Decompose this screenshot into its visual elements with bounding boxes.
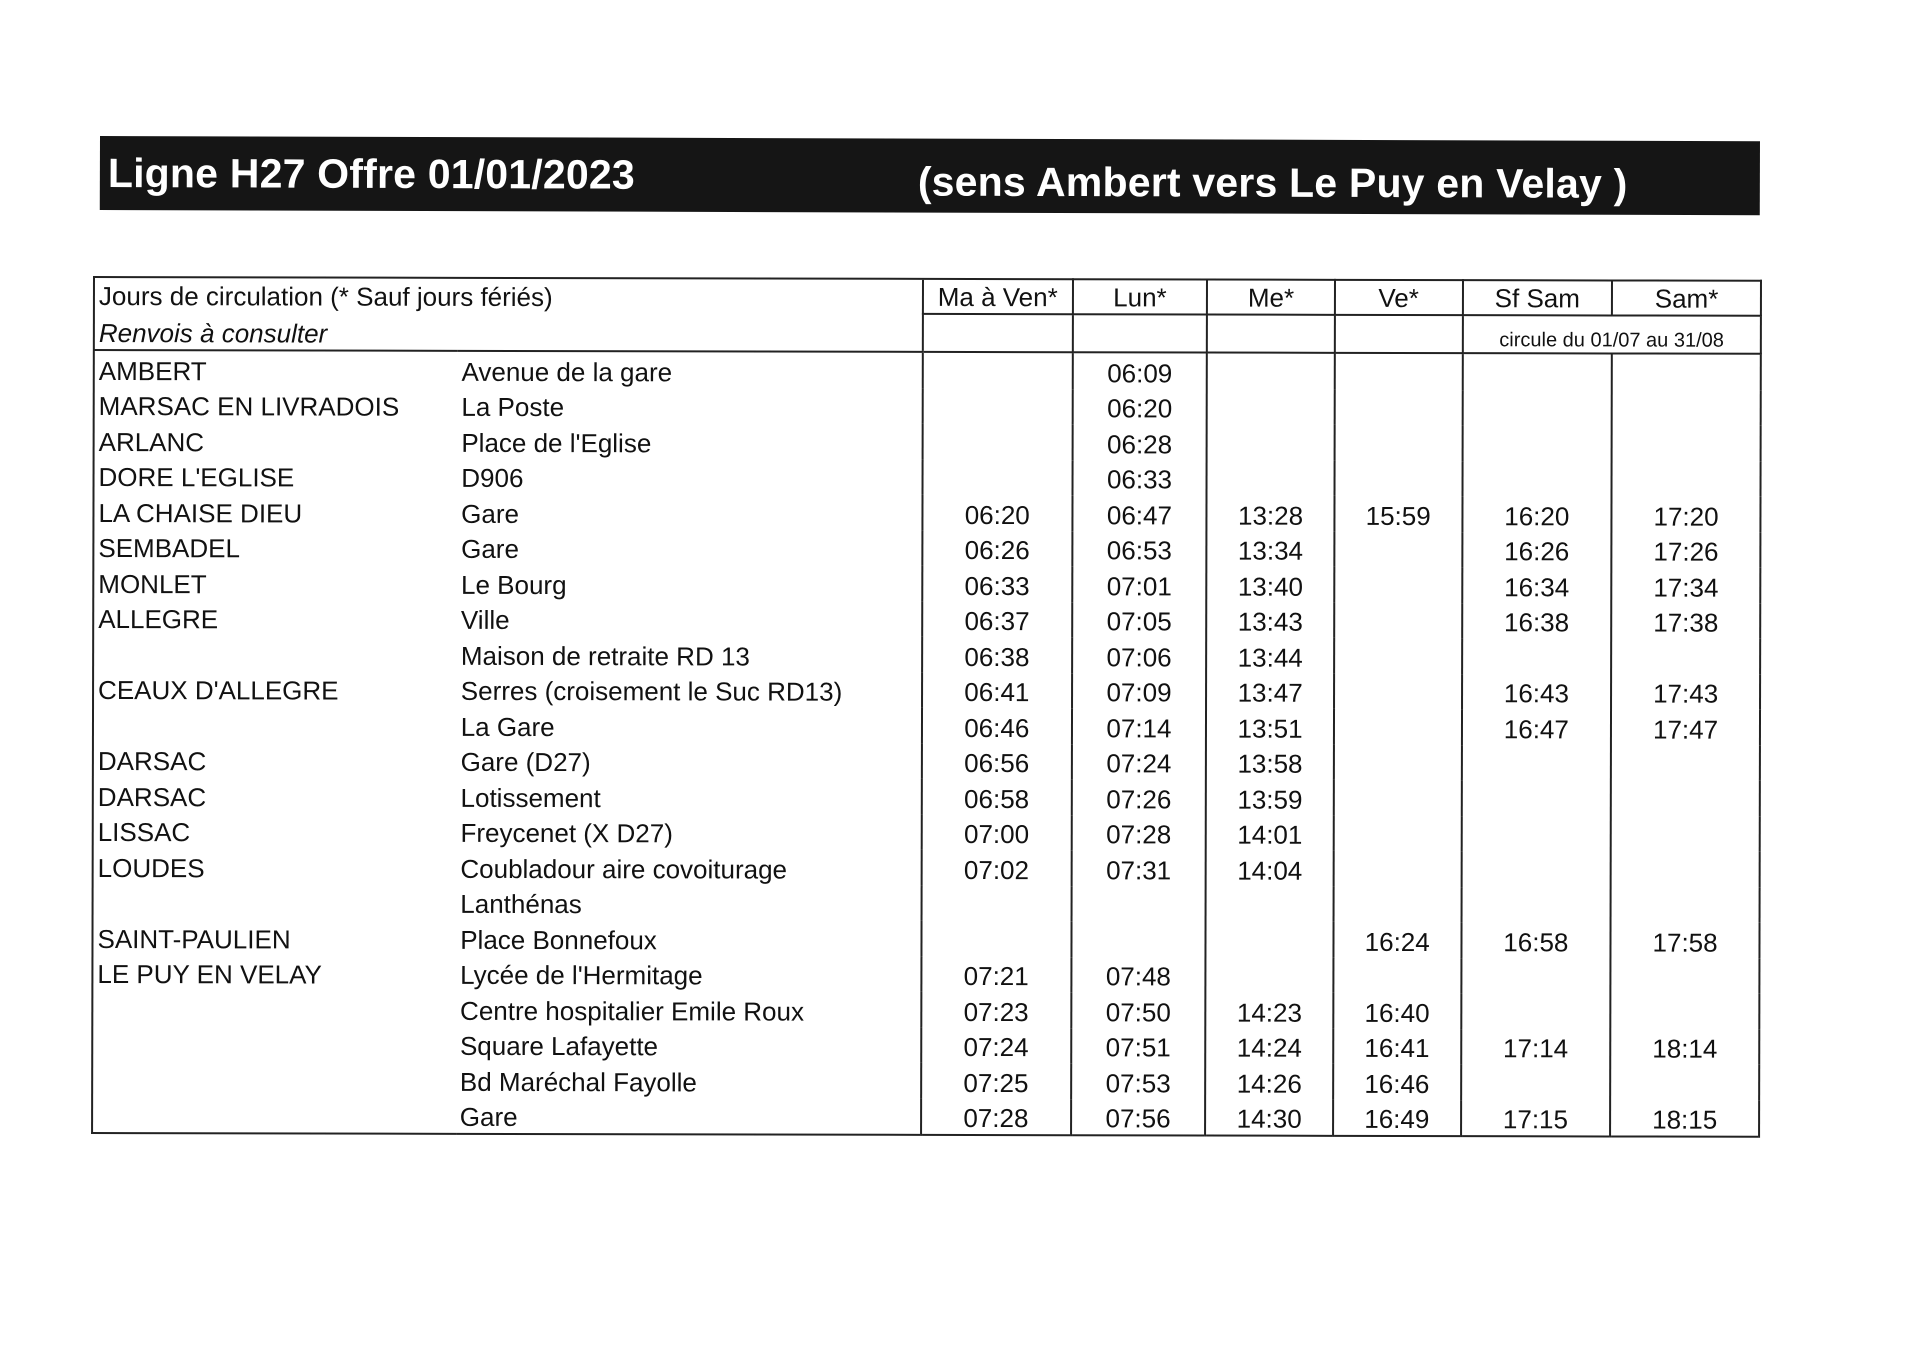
time-cell: 16:41 [1333, 1028, 1461, 1064]
table-row [93, 848, 1760, 887]
table-row [92, 919, 1759, 958]
table-row [93, 777, 1760, 816]
time-cell [1462, 425, 1612, 461]
time-cell [1462, 353, 1612, 390]
time-cell [1071, 886, 1206, 922]
time-cell [1611, 993, 1760, 1029]
note-cell [1335, 315, 1463, 353]
time-cell [1071, 921, 1206, 957]
time-cell: 14:04 [1206, 851, 1334, 887]
days-header-row [94, 277, 1761, 316]
time-cell: 13:58 [1206, 744, 1334, 780]
stop-cell: La Poste [461, 391, 565, 423]
city-cell [93, 884, 457, 920]
stop-cell: D906 [461, 462, 524, 493]
time-cell: 17:34 [1611, 567, 1760, 603]
direction-title: (sens Ambert vers Le Puy en Velay ) [917, 158, 1628, 207]
city-cell: MARSAC EN LIVRADOIS [98, 391, 400, 422]
stop-cell: Maison de retraite RD 13 [460, 640, 750, 671]
time-cell [1334, 851, 1462, 887]
time-cell: 16:40 [1333, 993, 1461, 1029]
city-cell: LA CHAISE DIEU [98, 497, 303, 528]
time-cell: 17:26 [1612, 532, 1761, 568]
time-cell: 17:58 [1611, 922, 1760, 958]
table-row [93, 884, 1760, 923]
table-row [92, 1097, 1759, 1137]
column-header: Sam* [1612, 280, 1761, 315]
time-cell: 15:59 [1334, 496, 1462, 532]
table-row [94, 350, 1761, 390]
time-cell: 07:00 [922, 814, 1072, 850]
city-cell [92, 990, 456, 1026]
stop-cell: Avenue de la gare [461, 356, 673, 387]
time-cell [1612, 353, 1761, 390]
time-cell [1334, 425, 1462, 461]
table-row [93, 564, 1760, 603]
time-cell: 13:51 [1206, 709, 1334, 745]
time-cell [1462, 638, 1612, 674]
time-cell [1461, 958, 1611, 994]
city-cell [92, 1026, 456, 1062]
city-cell: LE PUY EN VELAY [97, 959, 322, 990]
time-cell: 07:48 [1071, 957, 1206, 993]
timetable [91, 276, 1762, 1138]
time-cell [923, 424, 1073, 460]
time-cell [1334, 815, 1462, 851]
table-row [93, 635, 1760, 674]
table-row [94, 422, 1761, 461]
time-cell: 14:26 [1205, 1064, 1333, 1100]
table-row [93, 742, 1760, 781]
time-cell: 13:28 [1207, 496, 1335, 532]
stop-cell: Square Lafayette [459, 1030, 659, 1062]
city-cell: ALLEGRE [98, 604, 219, 635]
stop-cell: La Gare [460, 711, 555, 742]
stop-cell: Freycenet (X D27) [460, 817, 673, 849]
time-cell: 07:23 [921, 992, 1071, 1028]
time-cell: 07:51 [1071, 1028, 1206, 1064]
time-cell: 06:33 [922, 566, 1072, 602]
table-row [93, 706, 1760, 745]
time-cell [1334, 567, 1462, 603]
time-cell [1206, 886, 1334, 922]
city-cell: SEMBADEL [98, 533, 241, 564]
city-cell [93, 635, 457, 671]
city-cell: ARLANC [98, 426, 205, 457]
time-cell [922, 459, 1072, 495]
time-cell: 07:06 [1072, 637, 1207, 673]
time-cell [1334, 673, 1462, 709]
time-cell [1207, 425, 1335, 461]
stop-cell: Place Bonnefoux [460, 924, 657, 955]
time-cell [923, 388, 1073, 424]
time-cell [1334, 638, 1462, 674]
note-cell [923, 314, 1073, 352]
time-cell: 14:30 [1205, 1099, 1333, 1136]
time-cell: 06:56 [922, 743, 1072, 779]
time-cell: 06:58 [922, 779, 1072, 815]
time-cell: 06:53 [1072, 531, 1207, 567]
column-header: Lun* [1073, 279, 1208, 314]
time-cell [1207, 389, 1335, 425]
table-row [93, 813, 1760, 852]
time-cell: 13:47 [1206, 673, 1334, 709]
stop-cell: Le Bourg [461, 569, 567, 600]
time-cell: 16:34 [1462, 567, 1612, 603]
time-cell [1611, 958, 1760, 994]
time-cell [1611, 745, 1760, 781]
time-cell [1334, 460, 1462, 496]
time-cell [1334, 709, 1462, 745]
time-cell [1207, 460, 1335, 496]
city-cell: LOUDES [97, 852, 205, 883]
period-note: circule du 01/07 au 31/08 [1462, 315, 1761, 354]
stop-cell: Centre hospitalier Emile Roux [460, 995, 805, 1027]
note-cell [1207, 315, 1335, 353]
city-cell: CEAUX D'ALLEGRE [98, 675, 339, 706]
time-cell [1611, 780, 1760, 816]
time-cell [1610, 1064, 1759, 1100]
city-cell: DARSAC [97, 781, 207, 812]
time-cell: 16:20 [1462, 496, 1612, 532]
time-cell: 07:24 [921, 1027, 1071, 1063]
time-cell: 06:26 [922, 530, 1072, 566]
time-cell: 17:20 [1612, 496, 1761, 532]
time-cell: 06:38 [922, 637, 1072, 673]
time-cell: 18:14 [1610, 1029, 1759, 1065]
time-cell: 14:24 [1206, 1028, 1334, 1064]
time-cell [1612, 461, 1761, 497]
city-cell [93, 706, 457, 742]
time-cell [1611, 638, 1760, 674]
time-cell [1333, 886, 1461, 922]
time-cell [1461, 745, 1611, 781]
time-cell: 16:26 [1462, 532, 1612, 568]
column-header: Me* [1207, 280, 1335, 315]
time-cell: 16:46 [1333, 1064, 1461, 1100]
time-cell [1611, 816, 1760, 852]
time-cell: 16:38 [1462, 603, 1612, 639]
table-row [92, 990, 1759, 1029]
time-cell: 07:28 [921, 1098, 1071, 1135]
time-cell: 16:49 [1333, 1099, 1461, 1136]
time-cell: 18:15 [1610, 1100, 1759, 1137]
time-cell [1611, 887, 1760, 923]
time-cell: 13:59 [1206, 780, 1334, 816]
city-cell: MONLET [98, 568, 207, 599]
time-cell: 07:02 [922, 850, 1072, 886]
time-cell [1335, 353, 1463, 390]
stop-cell: Lycée de l'Hermitage [460, 959, 703, 991]
stop-cell: Gare [461, 533, 519, 564]
stop-cell: Coubladour aire covoiturage [460, 853, 788, 885]
time-cell: 14:23 [1206, 993, 1334, 1029]
time-cell [921, 885, 1071, 921]
table-row [92, 955, 1759, 994]
city-cell: DARSAC [97, 746, 207, 777]
time-cell: 16:58 [1461, 922, 1611, 958]
time-cell [1461, 1064, 1611, 1100]
time-cell [1207, 353, 1335, 390]
city-cell: DORE L'EGLISE [98, 462, 295, 493]
time-cell [1334, 780, 1462, 816]
time-cell [923, 352, 1073, 389]
city-cell: LISSAC [97, 817, 191, 848]
time-cell [1461, 816, 1611, 852]
time-cell: 17:47 [1611, 709, 1760, 745]
time-cell [1462, 461, 1612, 497]
notes-row [94, 312, 1761, 354]
time-cell [1461, 851, 1611, 887]
time-cell: 14:01 [1206, 815, 1334, 851]
time-cell [1612, 390, 1761, 426]
stop-cell: Gare (D27) [460, 746, 591, 778]
time-cell [1206, 957, 1334, 993]
column-header: Sf Sam [1462, 280, 1612, 315]
time-cell: 13:44 [1206, 638, 1334, 674]
table-row [93, 529, 1760, 568]
time-cell [1206, 922, 1334, 958]
table-row [93, 493, 1760, 532]
time-cell: 16:47 [1461, 709, 1611, 745]
table-row [92, 1026, 1759, 1065]
time-cell: 07:26 [1071, 779, 1206, 815]
stop-cell: Place de l'Eglise [461, 427, 652, 458]
time-cell: 17:15 [1461, 1100, 1611, 1137]
table-row [92, 1061, 1759, 1100]
time-cell: 13:34 [1207, 531, 1335, 567]
stop-cell: Gare [459, 1101, 518, 1132]
time-cell: 06:20 [922, 495, 1072, 531]
time-cell: 07:53 [1071, 1063, 1206, 1099]
city-cell: AMBERT [98, 355, 207, 386]
column-header: Ve* [1335, 280, 1463, 315]
city-cell [92, 1097, 456, 1134]
time-cell: 16:43 [1462, 674, 1612, 710]
time-cell: 06:28 [1072, 424, 1207, 460]
table-row [94, 387, 1761, 426]
time-cell: 06:37 [922, 601, 1072, 637]
table-row [93, 671, 1760, 710]
time-cell: 06:46 [922, 708, 1072, 744]
time-cell [1461, 993, 1611, 1029]
time-cell: 06:20 [1072, 389, 1207, 425]
days-label: Jours de circulation (* Sauf jours fériés) [94, 277, 923, 314]
city-cell: SAINT-PAULIEN [97, 923, 291, 954]
time-cell [1334, 744, 1462, 780]
time-cell [1335, 389, 1463, 425]
stop-cell: Serres (croisement le Suc RD13) [460, 675, 843, 707]
time-cell: 13:40 [1207, 567, 1335, 603]
column-header: Ma à Ven* [923, 279, 1073, 314]
stop-cell: Lanthénas [460, 888, 582, 920]
time-cell [1334, 602, 1462, 638]
time-cell: 06:41 [922, 672, 1072, 708]
note-cell [1072, 314, 1207, 352]
table-row [93, 600, 1760, 639]
time-cell: 07:28 [1071, 815, 1206, 851]
time-cell [1333, 957, 1461, 993]
time-cell: 16:24 [1333, 922, 1461, 958]
time-cell: 06:33 [1072, 460, 1207, 496]
time-cell: 07:05 [1072, 602, 1207, 638]
time-cell: 07:24 [1072, 744, 1207, 780]
time-cell: 17:14 [1461, 1029, 1611, 1065]
time-cell: 07:09 [1072, 673, 1207, 709]
city-cell [92, 1061, 456, 1097]
stop-cell: Lotissement [460, 782, 601, 813]
notes-label: Renvois à consulter [94, 312, 923, 352]
time-cell [1611, 851, 1760, 887]
time-cell: 17:38 [1611, 603, 1760, 639]
stop-cell: Ville [460, 604, 510, 635]
stop-cell: Gare [461, 498, 520, 529]
time-cell: 07:21 [921, 956, 1071, 992]
time-cell: 07:56 [1071, 1099, 1206, 1136]
time-cell [1612, 425, 1761, 461]
time-cell [1461, 887, 1611, 923]
time-cell [1462, 390, 1612, 426]
time-cell: 07:31 [1071, 850, 1206, 886]
time-cell: 06:09 [1072, 352, 1207, 389]
time-cell [1334, 531, 1462, 567]
stop-cell: Bd Maréchal Fayolle [459, 1066, 697, 1097]
line-title: Ligne H27 Offre 01/01/2023 [107, 150, 636, 198]
title-banner [100, 136, 1760, 215]
time-cell: 07:50 [1071, 992, 1206, 1028]
time-cell: 17:43 [1611, 674, 1760, 710]
time-cell [1461, 780, 1611, 816]
time-cell: 07:25 [921, 1063, 1071, 1099]
time-cell: 06:47 [1072, 495, 1207, 531]
time-cell [921, 921, 1071, 957]
time-cell: 07:01 [1072, 566, 1207, 602]
time-cell: 07:14 [1072, 708, 1207, 744]
table-row [94, 458, 1761, 497]
time-cell: 13:43 [1206, 602, 1334, 638]
